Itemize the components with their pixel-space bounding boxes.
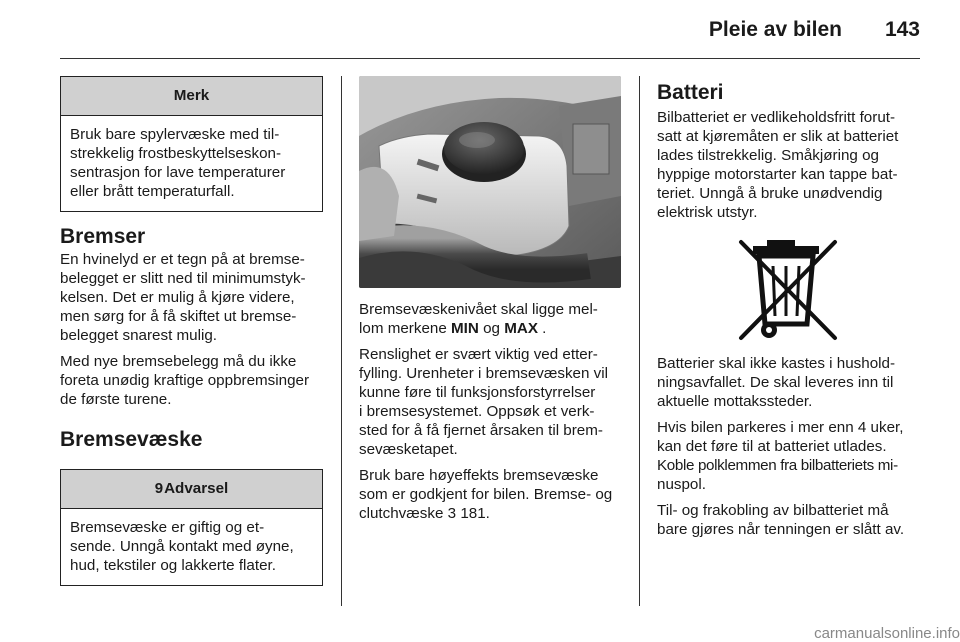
page-reference-icon: 3 <box>447 505 457 522</box>
watermark: carmanualsonline.info <box>814 625 960 642</box>
battery-heading: Batteri <box>657 81 724 104</box>
middle-column <box>359 76 624 530</box>
warning-triangle-icon: 9 <box>154 480 164 497</box>
note-box-body <box>61 116 322 211</box>
reservoir-illustration <box>359 76 621 288</box>
right-column <box>657 76 925 546</box>
brake-fluid-heading: Bremsevæske <box>60 428 203 451</box>
brakes-paragraph-1: En hvinelyd er et tegn på at bremse- belegget er slitt ned til minimumstyk- kelsen. Det er mulig å kjøre videre, men sørg for å få skiftet ut bremse- belegget snarest mulig. <box>60 251 306 344</box>
note-box <box>60 76 323 212</box>
brake-fluid-reservoir-photo <box>359 76 621 288</box>
warning-text: Bremsevæske er giftig og et- sende. Unngå kontakt med øyne, hud, tekstiler og lakkerte flater. <box>70 519 294 574</box>
running-header-title: Pleie av bilen <box>708 18 842 41</box>
column-divider-2 <box>639 76 640 606</box>
brakes-paragraph-2: Med nye bremsebelegg må du ikke foreta unødig kraftige oppbremsinger de første turene. <box>60 353 310 408</box>
min-marker-label: MIN <box>451 320 479 337</box>
left-column <box>60 76 323 586</box>
page-reference: 181. <box>456 505 490 522</box>
crossed-out-wheelie-bin-icon <box>733 236 843 344</box>
max-marker-label: MAX <box>504 320 538 337</box>
cleanliness-paragraph: Renslighet er svært viktig ved etter- fylling. Urenheter i bremsevæsken vil kunne føre til funksjonsforstyrrelser i bremsesystemet. Oppsøk et verk- sted for å få fjernet årsaken til brem- sevæsketapet. <box>359 346 608 458</box>
battery-paragraph-3: Hvis bilen parkeres i mer enn 4 uker, kan det føre til at batteriet utlades. Koble polklemmen fra bilbatteriets mi- nuspol. <box>657 419 904 493</box>
warning-box-body <box>61 509 322 585</box>
battery-paragraph-2: Batterier skal ikke kastes i hushold- ningsavfallet. De skal leveres inn til aktuelle mottakssteder. <box>657 355 896 410</box>
fluid-level-paragraph: Bremsevæskenivået skal ligge mel- lom merkene MIN og MAX . <box>359 301 598 337</box>
warning-box <box>60 469 323 586</box>
fluid-spec-paragraph: Bruk bare høyeffekts bremsevæske som er godkjent for bilen. Bremse- og clutchvæske 3 181. <box>359 467 613 522</box>
page-number: 143 <box>884 18 920 41</box>
note-text: Bruk bare spylervæske med til- strekkelig frostbeskyttelseskon- sentrasjon for lave temperaturer eller brått temperaturfall. <box>70 126 286 200</box>
warning-box-heading: 9Advarsel <box>61 470 322 509</box>
column-divider-1 <box>341 76 342 606</box>
note-box-heading: Merk <box>61 77 322 116</box>
header-rule <box>60 58 920 59</box>
battery-paragraph-4: Til- og frakobling av bilbatteriet må bare gjøres når tenningen er slått av. <box>657 502 905 538</box>
brakes-heading: Bremser <box>60 225 146 248</box>
battery-paragraph-1: Bilbatteriet er vedlikeholdsfritt forut- satt at kjøremåten er slik at batteriet lades tilstrekkelig. Småkjøring og hyppige motorstarter kan tappe bat- teriet. Unngå å bruke unødvendig elektrisk utstyr. <box>657 109 899 221</box>
